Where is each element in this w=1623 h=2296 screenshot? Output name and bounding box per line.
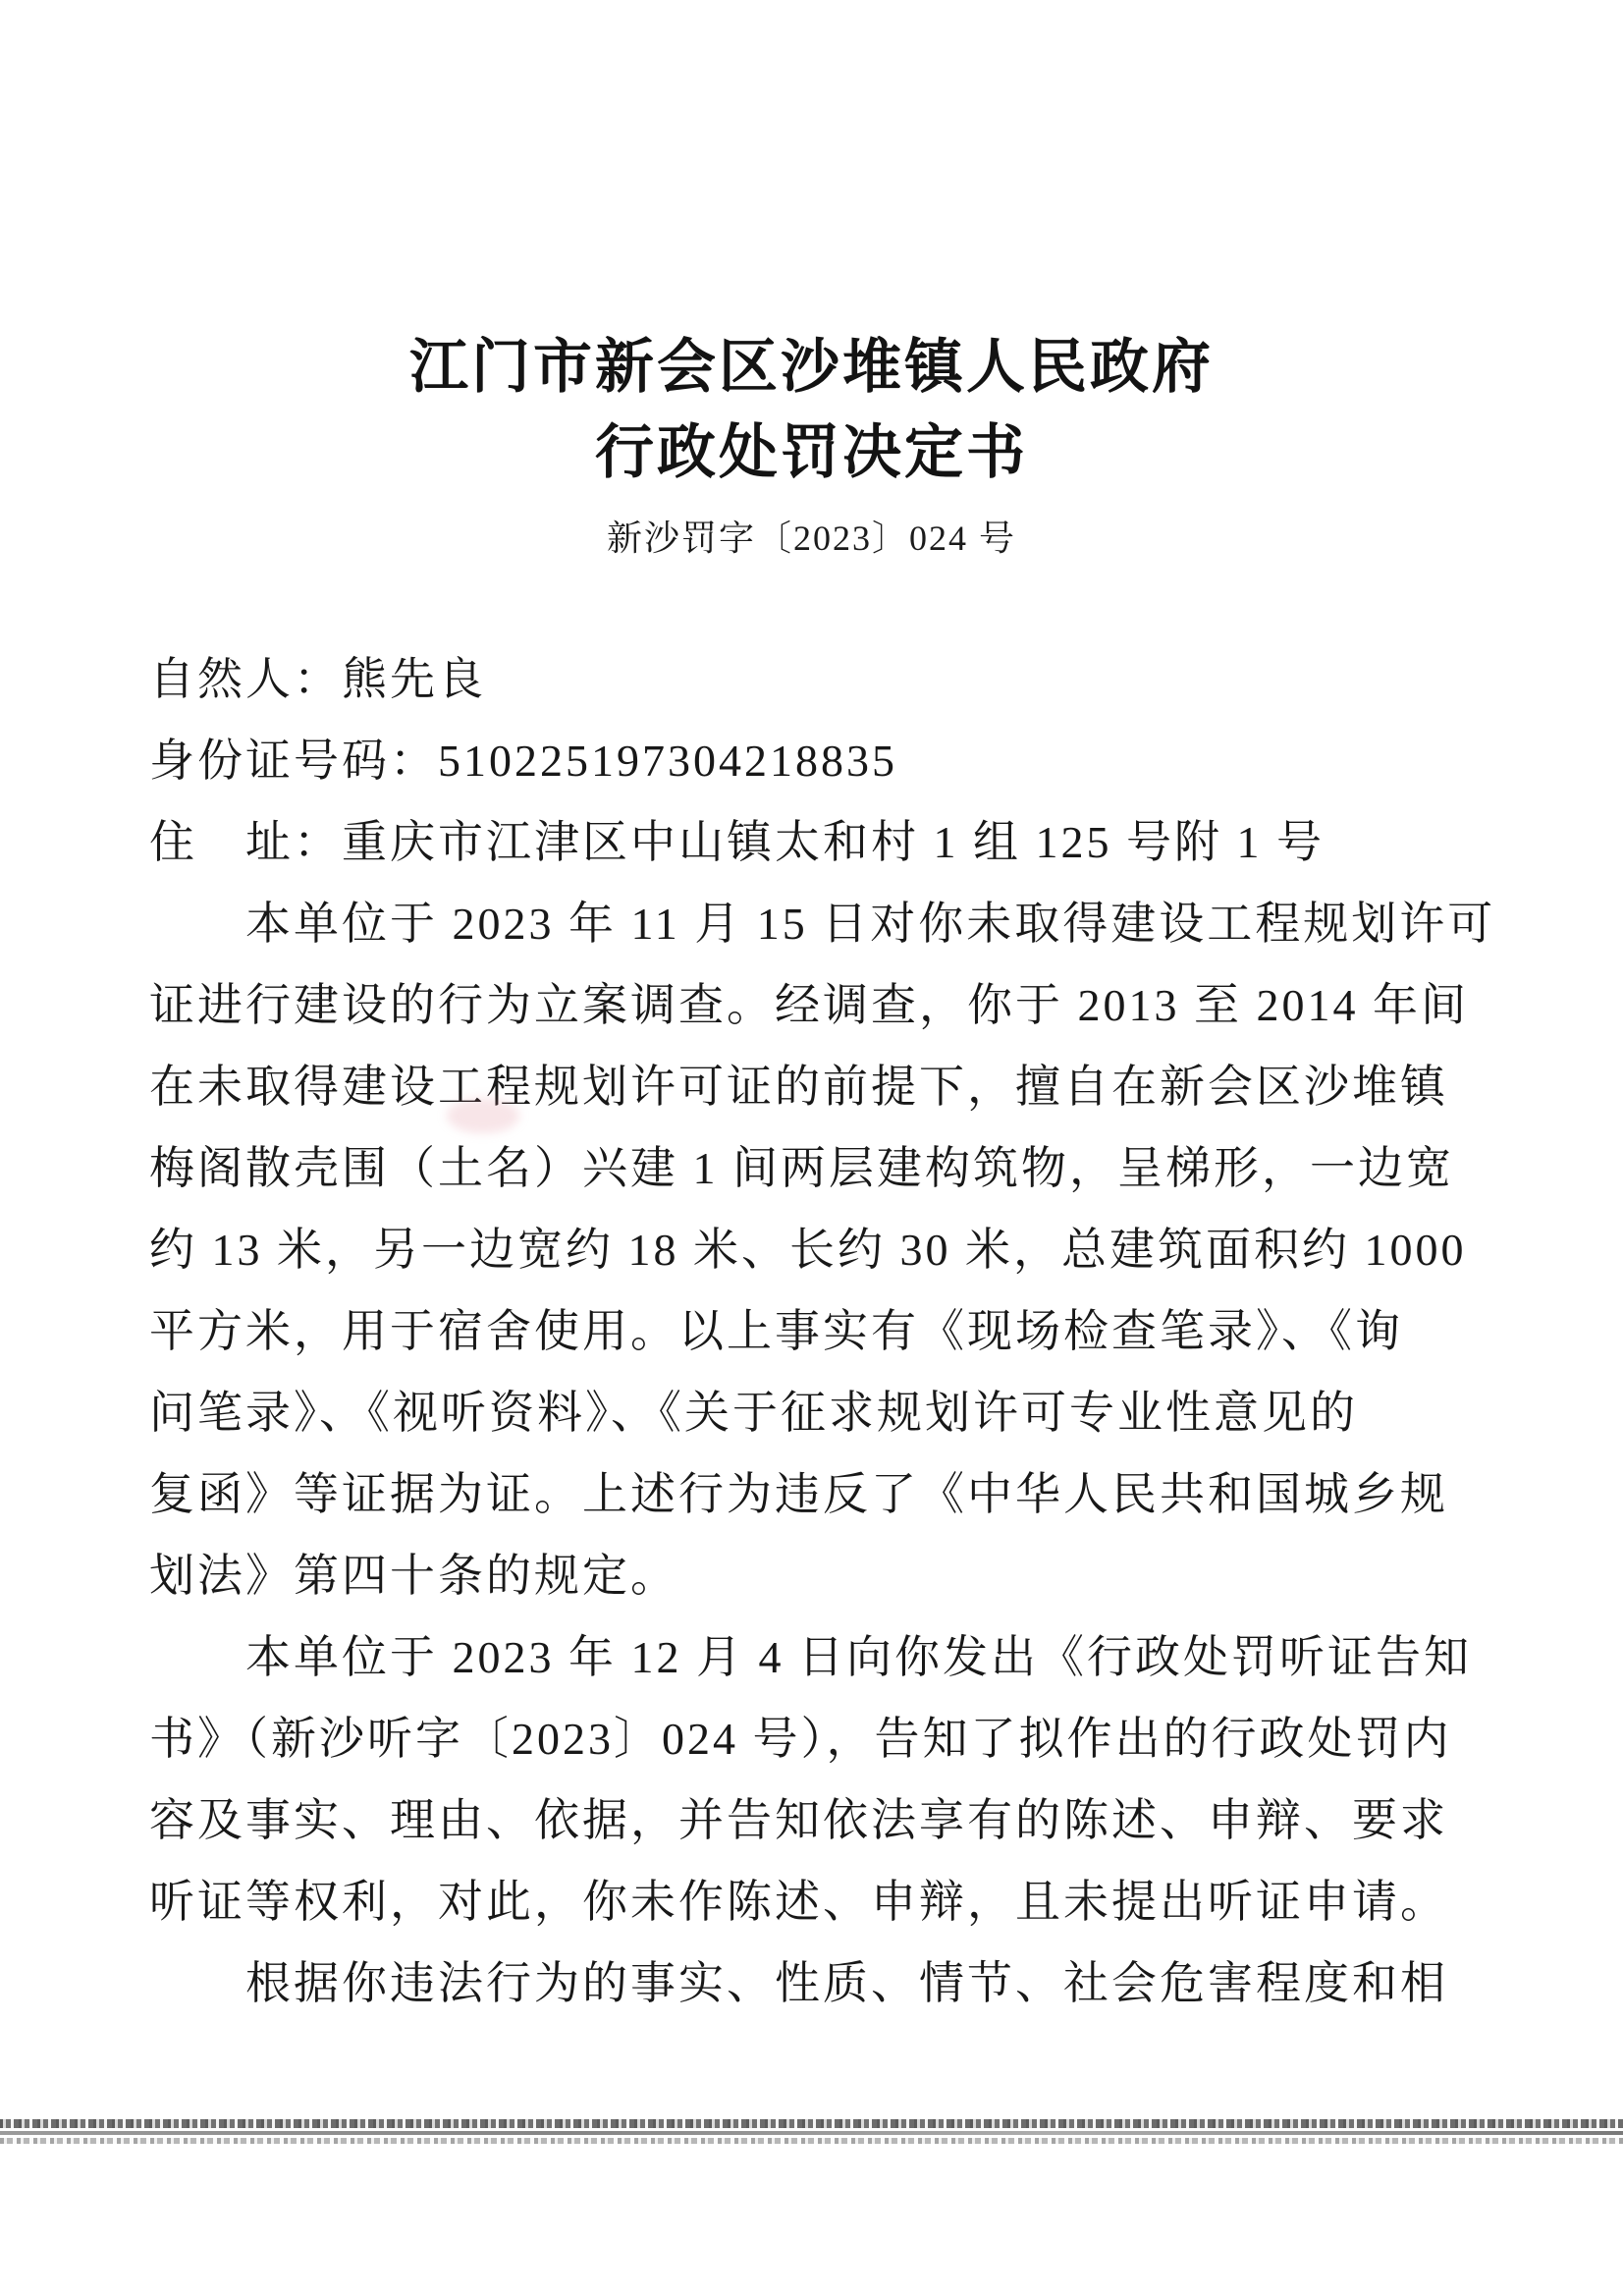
recipient-address-line [149, 801, 1485, 883]
body-line: 复函》等证据为证。上述行为违反了《中华人民共和国城乡规 [149, 1469, 1448, 1519]
body-line: 本单位于 2023 年 12 月 4 日向你发出《行政处罚听证告知 [245, 1632, 1472, 1682]
scan-pink-smudge-artifact [447, 1098, 519, 1133]
document-reference-number: 新沙罚字〔2023〕024 号 [606, 519, 1016, 558]
recipient-name-value: 熊先良 [342, 654, 486, 704]
document-title-authority: 江门市新会区沙堆镇人民政府 [409, 335, 1214, 400]
document-title-type: 行政处罚决定书 [595, 420, 1028, 485]
recipient-address-label: 住 址： [149, 817, 342, 867]
body-line: 梅阁散壳围（土名）兴建 1 间两层建构筑物，呈梯形，一边宽 [149, 1143, 1454, 1193]
recipient-address-value: 重庆市江津区中山镇太和村 1 组 125 号附 1 号 [342, 817, 1325, 867]
body-line: 平方米，用于宿舍使用。以上事实有《现场检查笔录》、《询 [149, 1306, 1403, 1356]
body-line: 本单位于 2023 年 11 月 15 日对你未取得建设工程规划许可 [245, 899, 1496, 949]
scan-noise-band-artifact [0, 2119, 1623, 2128]
recipient-id-label: 身份证号码： [149, 736, 438, 786]
body-line: 在未取得建设工程规划许可证的前提下，擅自在新会区沙堆镇 [149, 1062, 1448, 1112]
body-line: 听证等权利，对此，你未作陈述、申辩，且未提出听证申请。 [149, 1877, 1448, 1927]
body-line: 约 13 米，另一边宽约 18 米、长约 30 米，总建筑面积约 1000 [149, 1225, 1467, 1275]
body-line: 容及事实、理由、依据，并告知依法享有的陈述、申辩、要求 [149, 1795, 1448, 1845]
body-line: 根据你违法行为的事实、性质、情节、社会危害程度和相 [245, 1958, 1448, 2008]
recipient-id-value: 510225197304218835 [438, 736, 897, 786]
document-body [149, 638, 1496, 2024]
body-line: 证进行建设的行为立案调查。经调查，你于 2013 至 2014 年间 [149, 980, 1469, 1030]
recipient-name-label: 自然人： [149, 654, 342, 704]
scan-noise-band-artifact [0, 2131, 1623, 2135]
body-line: 划法》第四十条的规定。 [149, 1551, 678, 1601]
body-line: 书》（新沙听字〔2023〕024 号），告知了拟作出的行政处罚内 [149, 1714, 1452, 1764]
body-line: 问笔录》、《视听资料》、《关于征求规划许可专业性意见的 [149, 1388, 1358, 1438]
recipient-name-line [149, 638, 1485, 720]
scan-noise-band-artifact [0, 2138, 1623, 2144]
recipient-id-line [149, 720, 1485, 801]
